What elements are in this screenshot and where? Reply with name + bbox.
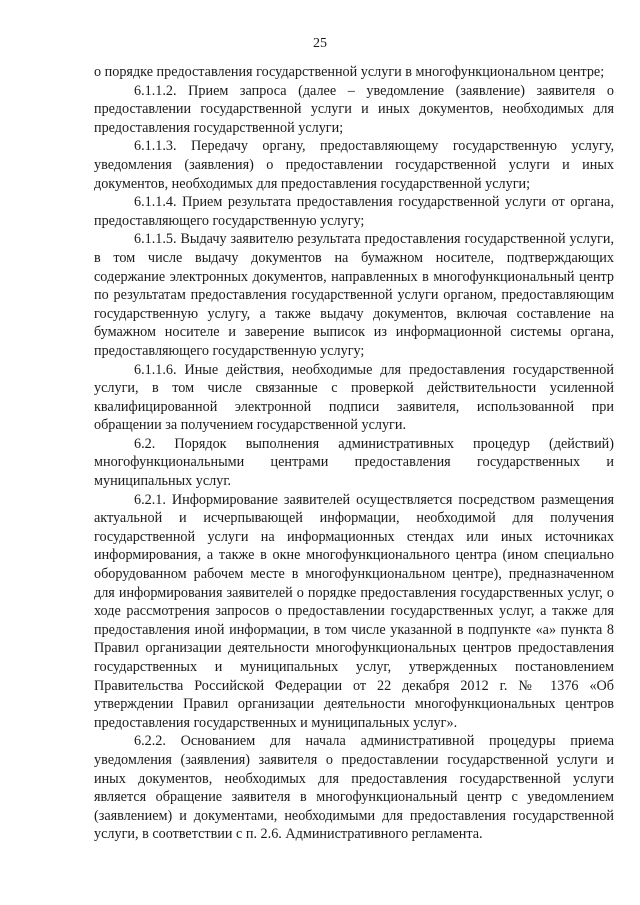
paragraph-6-2-1: 6.2.1. Информирование заявителей осуществляется посредством размещения актуальной и исчерпывающей информации, необходимой для получения государственной услуги на информационных стендах или иных источниках информирования, а также в окне многофункционального центра (ином специально оборудованном рабочем месте в многофункциональном центре), предназначенном для информирования заявителей о порядке предоставления государственных услуг, о ходе рассмотрения запросов о предоставлении государственных услуг, а также для предоставления иной информации, в том числе указанной в подпункте «а» пункта 8 Правил организации деятельности многофункциональных центров предоставления государственных и муниципальных услуг, утвержденных постановлением Правительства Российской Федерации от 22 декабря 2012 г. № 1376 «Об утверждении Правил организации деятельности многофункциональных центров предоставления государственных и муниципальных услуг». — [94, 491, 614, 731]
paragraph-6-1-1-6: 6.1.1.6. Иные действия, необходимые для предоставления государственной услуги, в том числе связанные с проверкой действительности усиленной квалифицированной электронной подписи заявителя, использованной при обращении за получением государственной услуги. — [94, 361, 614, 434]
paragraph-6-1-1-4: 6.1.1.4. Прием результата предоставления государственной услуги от органа, предоставляющего государственную услугу; — [94, 194, 614, 229]
paragraph-6-1-1-5: 6.1.1.5. Выдачу заявителю результата предоставления государственной услуги, в том числе выдачу документов на бумажном носителе, подтверждающих содержание электронных документов, направленных в многофункциональный центр по результатам предоставления государственной услуги органом, предоставляющим государственную услугу, а также выдачу документов, включая составление на бумажном носителе и заверение выписок из информационной системы органа, предоставляющего государственную услугу; — [94, 231, 614, 359]
paragraph-6-2: 6.2. Порядок выполнения административных процедур (действий) многофункциональными центрами предоставления государственных и муниципальных услуг. — [94, 435, 614, 490]
page-number: 25 — [313, 36, 327, 51]
paragraph-6-1-1-3: 6.1.1.3. Передачу органу, предоставляющему государственную услугу, уведомления (заявления) о предоставлении государственной услуги и иных документов, необходимых для предоставления государственной услуги; — [94, 138, 614, 192]
paragraph-continuation: о порядке предоставления государственной услуги в многофункциональном центре; — [94, 64, 605, 80]
paragraph-6-1-1-2: 6.1.1.2. Прием запроса (далее – уведомление (заявление) заявителя о предоставлении государственной услуги и иных документов, необходимых для предоставления государственной услуги; — [94, 82, 614, 136]
document-body — [94, 63, 614, 844]
paragraph-6-2-2: 6.2.2. Основанием для начала административной процедуры приема уведомления (заявления) заявителя о предоставлении государственной услуги и иных документов, необходимых для предоставления государственной услуги является обращение заявителя в многофункциональный центр с уведомлением (заявлением) и документами, необходимыми для предоставления государственной услуги, в соответствии с п. 2.6. Административного регламента. — [94, 733, 614, 843]
